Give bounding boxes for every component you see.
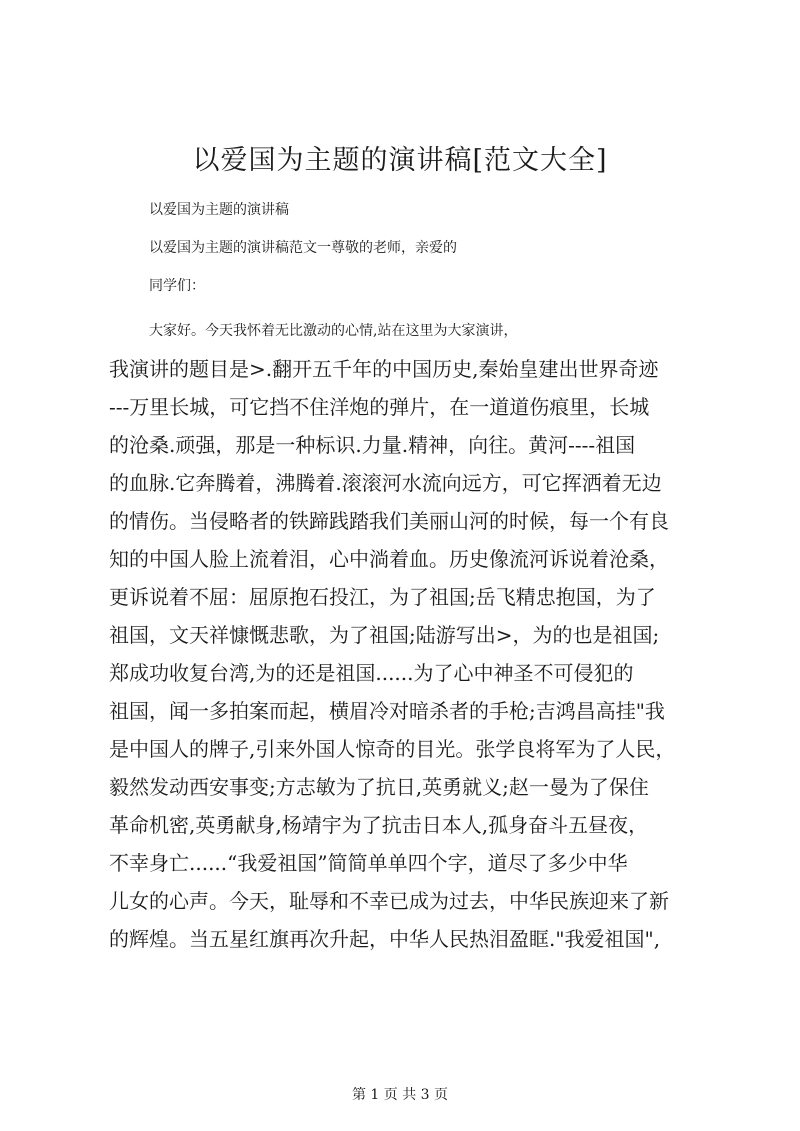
body-line: 祖国，闻一多拍案而起，横眉冷对暗杀者的手枪;吉鸿昌高挂"我	[109, 699, 665, 723]
body-line: 革命机密,英勇献身,杨靖宇为了抗击日本人,孤身奋斗五昼夜，	[109, 813, 649, 837]
body-line-subtitle: 以爱国为主题的演讲稿	[149, 202, 289, 218]
body-line: 同学们：	[149, 278, 205, 294]
body-line: 不幸身亡......“我爱祖国”简简单单四个字，道尽了多少中华	[109, 851, 628, 875]
body-line: 是中国人的牌子,引来外国人惊奇的目光。张学良将军为了人民，	[109, 737, 676, 761]
body-line: 的沧桑.顽强，那是一种标识.力量.精神，向往。黄河----祖国	[109, 433, 636, 457]
body-line: 毅然发动西安事变;方志敏为了抗日,英勇就义;赵一曼为了保住	[109, 775, 649, 799]
body-line: 郑成功收复台湾,为的还是祖国......为了心中神圣不可侵犯的	[109, 661, 634, 685]
body-line: 大家好。今天我怀着无比激动的心情,站在这里为大家演讲，	[149, 323, 518, 339]
body-line: 更诉说着不屈：屈原抱石投江，为了祖国;岳飞精忠抱国，为了	[109, 585, 656, 609]
body-line: 知的中国人脸上流着泪，心中淌着血。历史像流河诉说着沧桑，	[109, 547, 669, 571]
body-line: 祖国，文天祥慷慨悲歌，为了祖国;陆游写出>，为的也是祖国;	[109, 623, 660, 647]
body-line: 的血脉.它奔腾着，沸腾着.滚滚河水流向远方，可它挥洒着无边	[109, 471, 662, 495]
body-line: ---万里长城，可它挡不住洋炮的弹片，在一道道伤痕里，长城	[109, 395, 650, 419]
document-title: 以爱国为主题的演讲稿[范文大全]	[192, 145, 608, 176]
body-line: 儿女的心声。今天，耻辱和不幸已成为过去，中华民族迎来了新	[109, 889, 669, 913]
body-line: 的辉煌。当五星红旗再次升起，中华人民热泪盈眶."我爱祖国",	[109, 927, 661, 951]
body-line: 我演讲的题目是>.翻开五千年的中国历史,秦始皇建出世界奇迹	[109, 357, 659, 381]
body-line: 以爱国为主题的演讲稿范文一尊敬的老师，亲爱的	[149, 240, 457, 256]
body-line: 的情伤。当侵略者的铁蹄践踏我们美丽山河的时候，每一个有良	[109, 509, 669, 533]
page-footer: 第 1 页 共 3 页	[351, 1087, 449, 1103]
